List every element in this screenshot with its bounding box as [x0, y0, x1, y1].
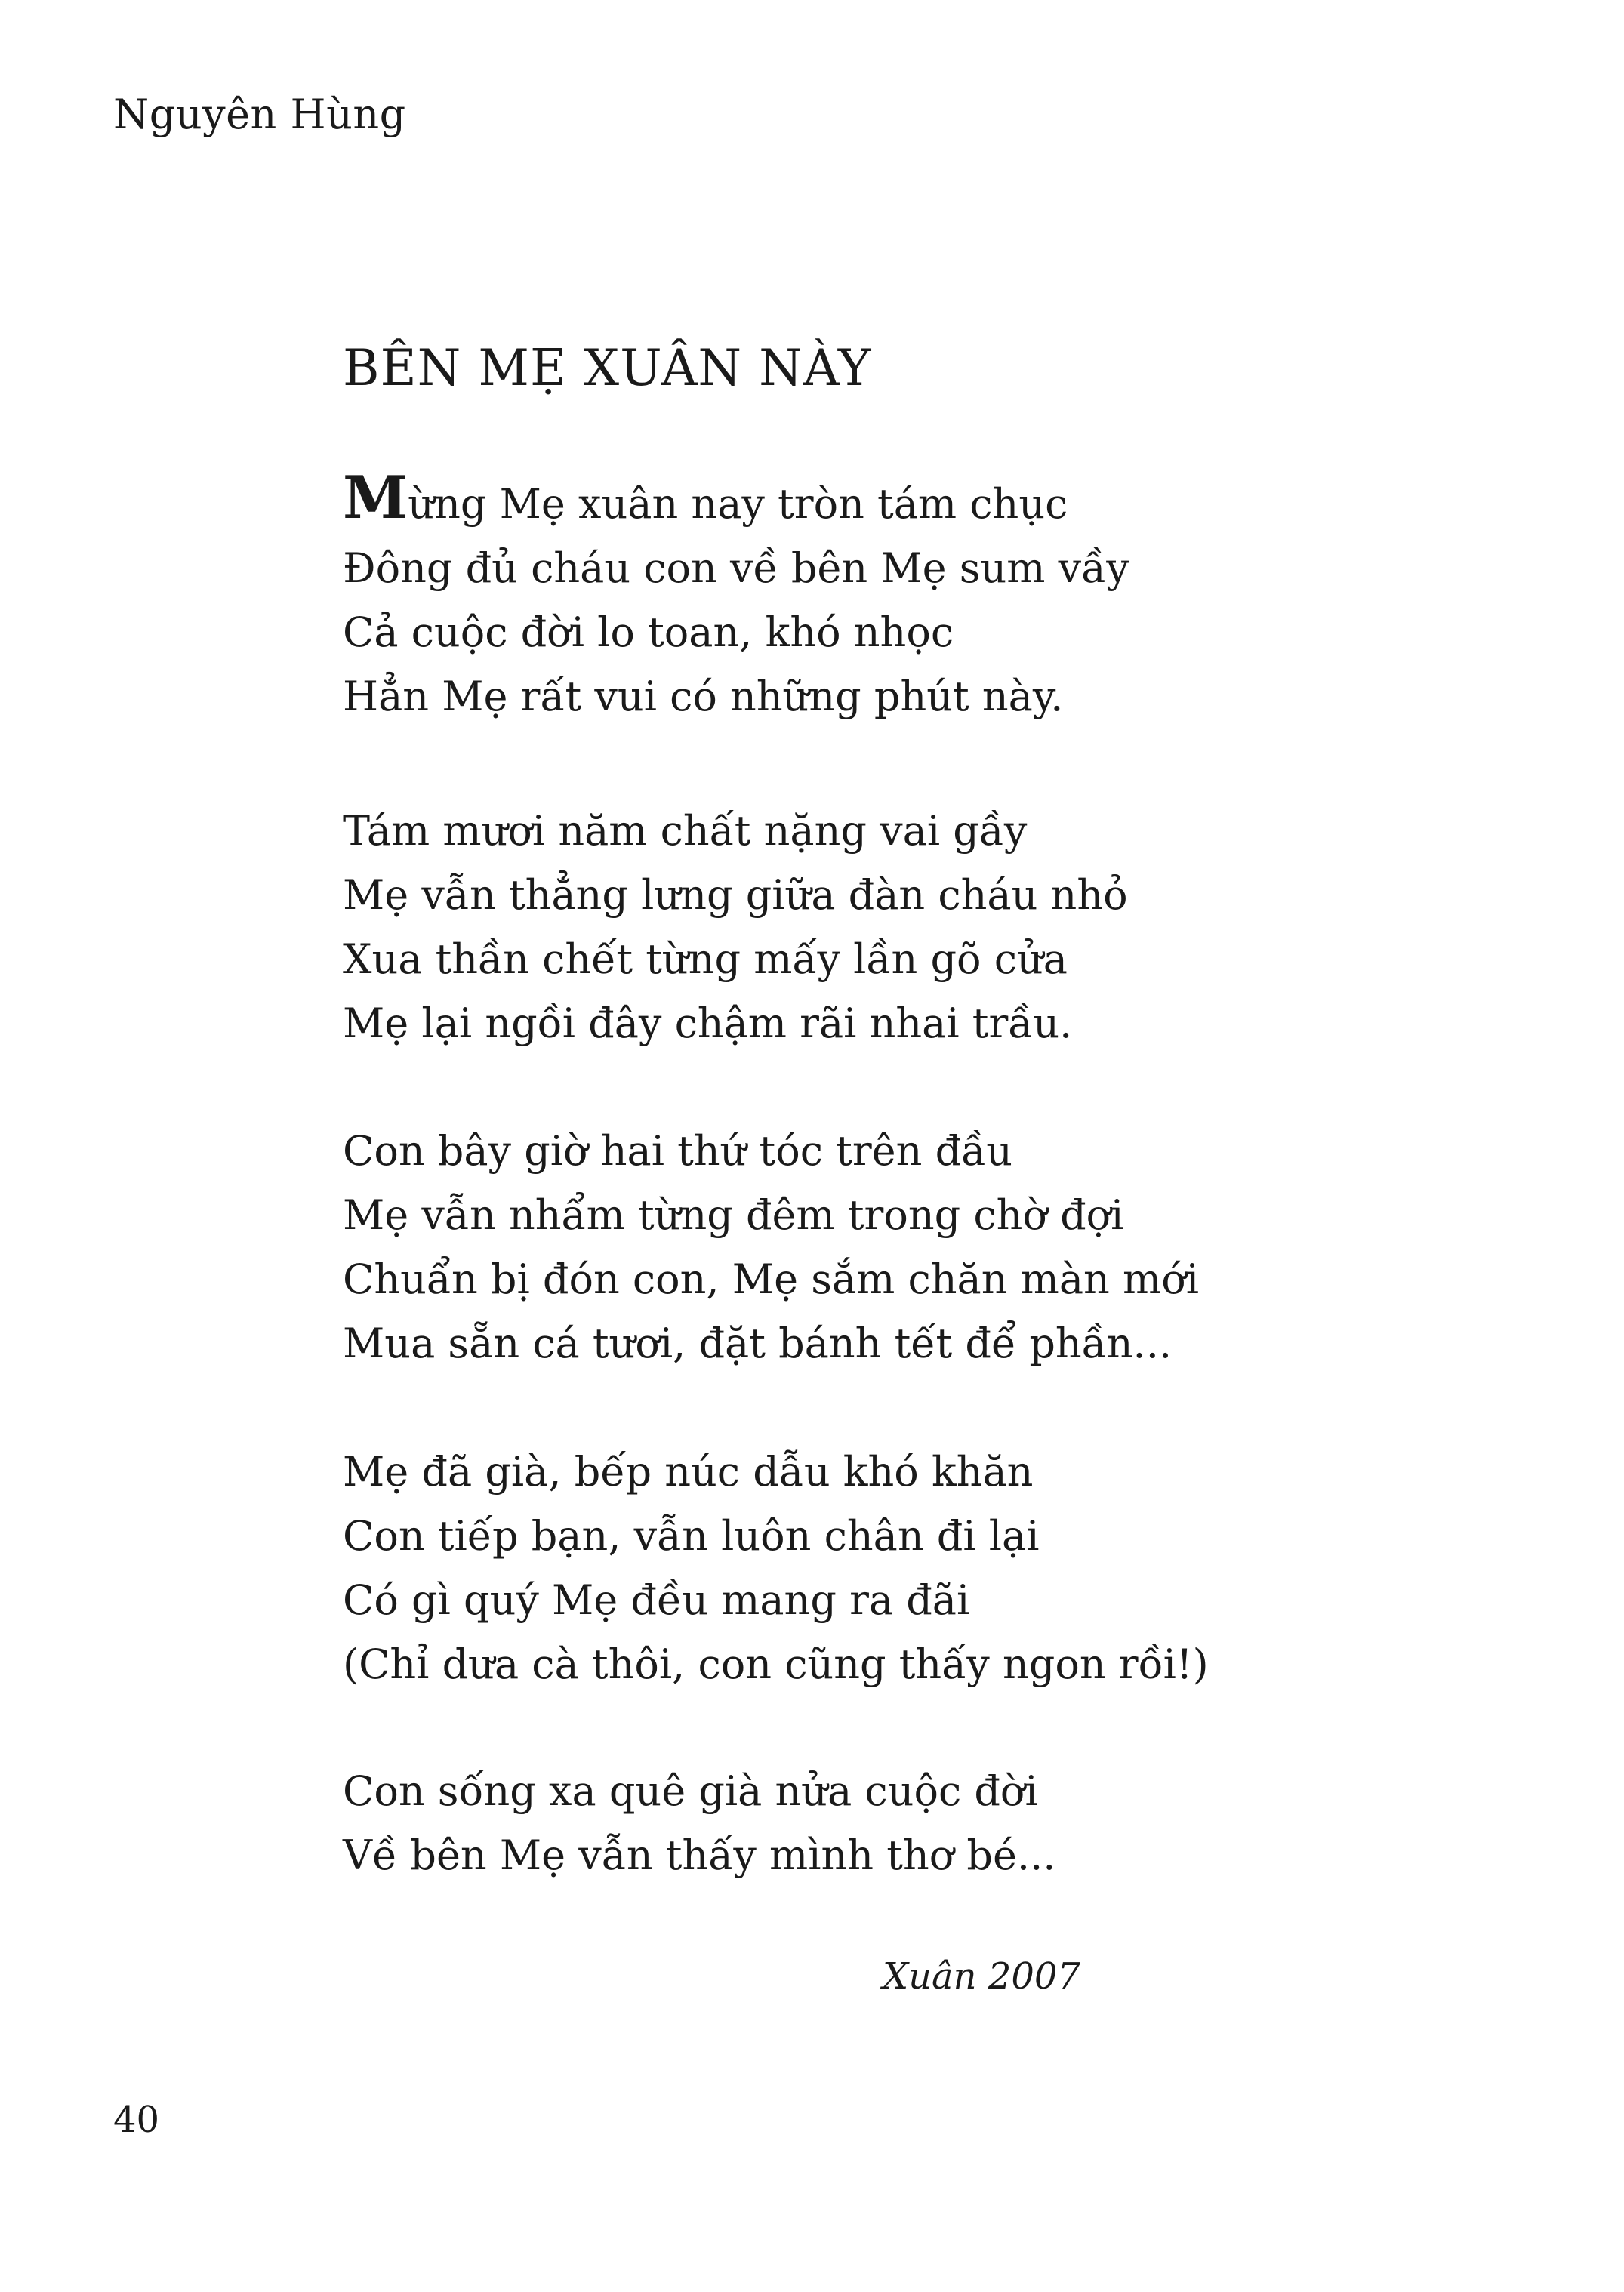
- poem-line: Về bên Mẹ vẫn thấy mình thơ bé...: [343, 1831, 1056, 1879]
- poem-line: Tám mươi năm chất nặng vai gầy: [343, 807, 1028, 855]
- poem-line: Mua sẵn cá tươi, đặt bánh tết để phần...: [343, 1320, 1173, 1367]
- stanza-3: [343, 1119, 1199, 1376]
- stanza-4: [343, 1440, 1209, 1696]
- poem-line: Xua thần chết từng mấy lần gõ cửa: [343, 935, 1068, 983]
- stanza-5: [343, 1759, 1055, 1887]
- page-number: 40: [113, 2099, 160, 2141]
- poem-title: BÊN MẸ XUÂN NÀY: [343, 339, 872, 398]
- poem-line: Con bây giờ hai thứ tóc trên đầu: [343, 1127, 1013, 1175]
- poem-line: Có gì quý Mẹ đều mang ra đãi: [343, 1576, 970, 1624]
- poem-line: Con sống xa quê già nửa cuộc đời: [343, 1767, 1038, 1815]
- poem-date: Xuân 2007: [882, 1955, 1080, 1998]
- stanza-2: [343, 799, 1128, 1055]
- poem-line-text: ừng Mẹ xuân nay tròn tám chục: [408, 480, 1068, 528]
- poem-line: Mẹ đã già, bếp núc dẫu khó khăn: [343, 1448, 1034, 1496]
- poem-line: Cả cuộc đời lo toan, khó nhọc: [343, 608, 954, 656]
- poem-line: Mẹ vẫn nhẩm từng đêm trong chờ đợi: [343, 1191, 1124, 1239]
- poem-line: Hẳn Mẹ rất vui có những phút này.: [343, 673, 1064, 720]
- poem-line: Mẹ vẫn thẳng lưng giữa đàn cháu nhỏ: [343, 871, 1128, 919]
- running-header-author: Nguyên Hùng: [113, 91, 406, 138]
- poem-line: (Chỉ dưa cà thôi, con cũng thấy ngon rồi!): [343, 1640, 1209, 1688]
- poem-line: Con tiếp bạn, vẫn luôn chân đi lại: [343, 1512, 1040, 1560]
- drop-cap: M: [343, 464, 408, 532]
- poem-line: Đông đủ cháu con về bên Mẹ sum vầy: [343, 544, 1129, 592]
- poem-line: [343, 464, 1129, 536]
- poem-line: Chuẩn bị đón con, Mẹ sắm chăn màn mới: [343, 1255, 1199, 1303]
- stanza-1: [343, 464, 1129, 729]
- poem-line: Mẹ lại ngồi đây chậm rãi nhai trầu.: [343, 1000, 1073, 1047]
